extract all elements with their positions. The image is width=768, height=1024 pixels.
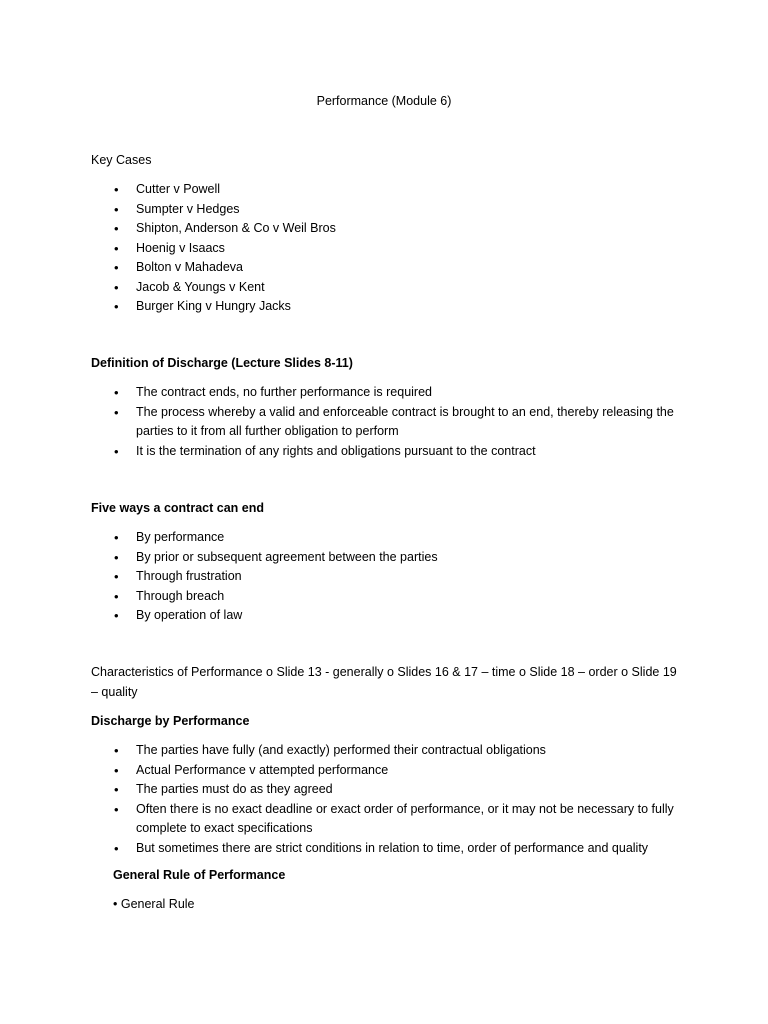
list-item: • By prior or subsequent agreement between the parties bbox=[91, 548, 691, 568]
discharge-by-performance-list bbox=[91, 741, 691, 858]
list-item: • But sometimes there are strict conditions in relation to time, order of performance and quality bbox=[91, 839, 691, 859]
list-item: • By operation of law bbox=[91, 606, 691, 626]
list-item: • Bolton v Mahadeva bbox=[91, 258, 691, 278]
list-item: • Shipton, Anderson & Co v Weil Bros bbox=[91, 219, 691, 239]
list-item: • Jacob & Youngs v Kent bbox=[91, 278, 691, 298]
list-item: • Hoenig v Isaacs bbox=[91, 239, 691, 259]
key-cases-list bbox=[91, 180, 691, 317]
list-item: • Through breach bbox=[91, 587, 691, 607]
characteristics-paragraph: Characteristics of Performance o Slide 13 - generally o Slides 16 & 17 – time o Slide 18 – order o Slide 19 – quality bbox=[91, 665, 677, 699]
discharge-definition-list bbox=[91, 383, 691, 461]
list-item: • The parties have fully (and exactly) performed their contractual obligations bbox=[91, 741, 691, 761]
list-item: • The parties must do as they agreed bbox=[91, 780, 691, 800]
five-ways-heading: Five ways a contract can end bbox=[91, 501, 264, 515]
list-item: • Through frustration bbox=[91, 567, 691, 587]
list-item: • Often there is no exact deadline or exact order of performance, or it may not be necessary to fully complete to exact specifications bbox=[91, 800, 691, 839]
key-cases-heading: Key Cases bbox=[91, 153, 152, 167]
list-item: • Sumpter v Hedges bbox=[91, 200, 691, 220]
list-item: • Cutter v Powell bbox=[91, 180, 691, 200]
list-item: • The process whereby a valid and enforceable contract is brought to an end, thereby releasing the parties to it from all further obligation to perform bbox=[91, 403, 691, 442]
list-item: • By performance bbox=[91, 528, 691, 548]
discharge-by-performance-heading: Discharge by Performance bbox=[91, 714, 250, 728]
document-title: Performance (Module 6) bbox=[316, 94, 452, 108]
general-rule-bullet: • General Rule bbox=[113, 897, 195, 911]
list-item: • Actual Performance v attempted performance bbox=[91, 761, 691, 781]
five-ways-list bbox=[91, 528, 691, 626]
general-rule-heading: General Rule of Performance bbox=[113, 868, 286, 882]
list-item: • Burger King v Hungry Jacks bbox=[91, 297, 691, 317]
list-item: • It is the termination of any rights and obligations pursuant to the contract bbox=[91, 442, 691, 462]
discharge-definition-heading: Definition of Discharge (Lecture Slides 8-11) bbox=[91, 356, 353, 370]
list-item: • The contract ends, no further performance is required bbox=[91, 383, 691, 403]
